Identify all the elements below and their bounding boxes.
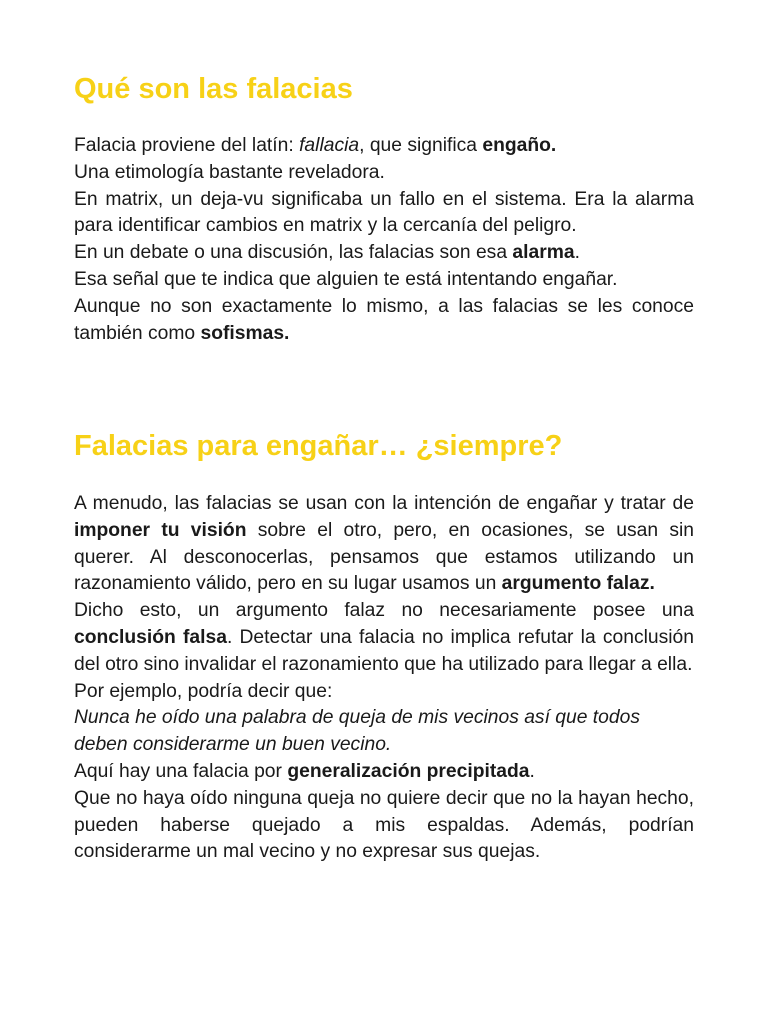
section-title-que-son: Qué son las falacias <box>74 73 353 105</box>
paragraph-matrix: En matrix, un deja-vu significaba un fallo en el sistema. Era la alarma para identificar cambios en matrix y la cercanía del peligro. <box>74 188 694 237</box>
italic-term: fallacia <box>299 135 360 156</box>
text-run: Aunque no son exactamente lo mismo, a las falacias se les conoce también como <box>74 295 694 344</box>
paragraph-ejemplo: Por ejemplo, podría decir que: <box>74 680 333 702</box>
paragraph-etimologia <box>74 133 694 160</box>
paragraph-alarma <box>74 240 694 267</box>
text-run: , que significa <box>359 135 483 156</box>
text-run: . <box>529 760 535 782</box>
paragraph-generalizacion <box>74 759 694 786</box>
bold-term: imponer tu visión <box>74 519 247 541</box>
text-run: sobre el otro, pero, en ocasiones, se usan sin querer. Al desconocerlas, pensamos que estamos utilizando un razonamiento válido, pero en su lugar usamos un <box>74 519 694 595</box>
text-run: Aquí hay una falacia por <box>74 760 288 782</box>
text-run: . <box>574 242 580 264</box>
paragraph-cita <box>74 705 694 759</box>
paragraph-sofismas <box>74 294 694 348</box>
bold-term: conclusión falsa <box>74 626 227 648</box>
bold-term: generalización precipitada <box>287 760 530 782</box>
text-run: Dicho esto, un argumento falaz no necesariamente posee una <box>74 600 694 622</box>
section-title-para-enganar: Falacias para engañar… ¿siempre? <box>74 430 563 462</box>
bold-term: argumento falaz. <box>501 573 655 595</box>
paragraph-reveladora: Una etimología bastante reveladora. <box>74 161 385 183</box>
text-run: . Detectar una falacia no implica refutar la conclusión del otro sino invalidar el razonamiento que ha utilizado para llegar a ella. <box>74 626 695 675</box>
paragraph-quejas: Que no haya oído ninguna queja no quiere decir que no la hayan hecho, pueden haberse quejado a mis espaldas. Además, podrían considerarme un mal vecino y no expresar sus quejas. <box>74 787 694 863</box>
text-run: En un debate o una discusión, las falacias son esa <box>74 242 513 264</box>
paragraph-intencion <box>74 491 694 598</box>
bold-term: sofismas. <box>200 322 290 344</box>
section-body-para-enganar <box>74 491 694 866</box>
section-body-que-son <box>74 133 694 347</box>
paragraph-conclusion <box>74 598 694 678</box>
bold-term: engaño. <box>482 135 557 156</box>
italic-quote: Nunca he oído una palabra de queja de mis vecinos así que todos deben considerarme un buen vecino. <box>74 707 640 756</box>
paragraph-senal: Esa señal que te indica que alguien te está intentando engañar. <box>74 268 618 290</box>
text-run: Falacia proviene del latín: <box>74 135 300 156</box>
text-run: A menudo, las falacias se usan con la intención de engañar y tratar de <box>74 493 694 514</box>
bold-term: alarma <box>512 242 575 264</box>
